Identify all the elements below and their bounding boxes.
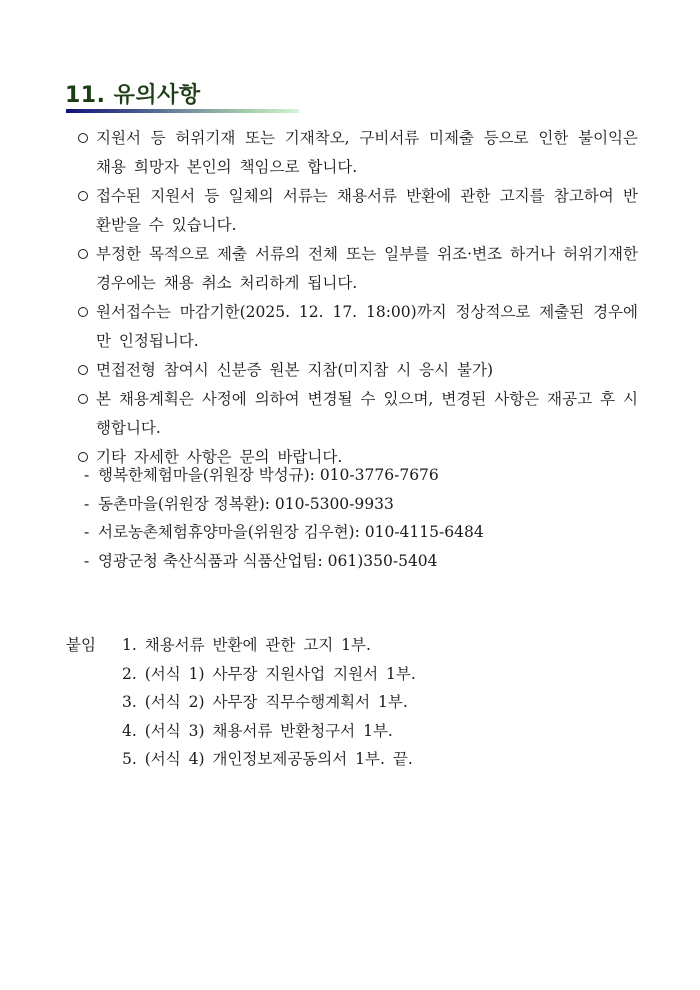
attachment-item: 4. (서식 3) 채용서류 반환청구서 1부. [122,721,393,740]
notice-text: 면접전형 참여시 신분증 원본 지참(미지참 시 응시 불가) [96,361,493,379]
attachment-item: 5. (서식 4) 개인정보제공동의서 1부. 끝. [122,750,413,768]
notice-text: 본 채용계획은 사정에 의하여 변경될 수 있으며, 변경된 사항은 재공고 후 시행합니다. [96,390,638,437]
notice-item [78,356,638,385]
contact-list [84,461,484,575]
contact-text: 동촌마을(위원장 정복환): 010-5300-9933 [98,494,394,513]
dash-marker: - [84,466,90,484]
section-title: 11. 유의사항 [65,83,201,108]
title-gradient-underline [66,109,299,113]
attachments-label: 붙임 [66,636,96,654]
attachment-item: 2. (서식 1) 사무장 지원사업 지원서 1부. [122,664,416,683]
contact-text: 영광군청 축산식품과 식품산업팀: 061)350-5404 [98,551,438,570]
notice-item [78,124,638,182]
notice-text: 부정한 목적으로 제출 서류의 전체 또는 일부를 위조·변조 하거나 허위기재한 경우에는 채용 취소 처리하게 됩니다. [96,245,638,292]
circle-bullet-icon [78,307,88,317]
circle-bullet-icon [78,191,88,201]
circle-bullet-icon [78,133,88,143]
notice-item [78,240,638,298]
contact-item [84,518,484,547]
contact-text: 행복한체험마을(위원장 박성규): 010-3776-7676 [98,466,439,484]
attachment-item: 1. 채용서류 반환에 관한 고지 1부. [122,636,371,654]
notice-text: 접수된 지원서 등 일체의 서류는 채용서류 반환에 관한 고지를 참고하여 반환받을 수 있습니다. [96,187,638,234]
notice-item [78,298,638,356]
notice-item [78,385,638,443]
circle-bullet-icon [78,365,88,375]
contact-text: 서로농촌체험휴양마을(위원장 김우현): 010-4115-6484 [98,523,484,541]
contact-item [84,490,484,519]
notice-text: 원서접수는 마감기한(2025. 12. 17. 18:00)까지 정상적으로 제출된 경우에만 인정됩니다. [96,303,638,350]
circle-bullet-icon [78,394,88,404]
attachment-item: 3. (서식 2) 사무장 직무수행계획서 1부. [122,693,408,711]
circle-bullet-icon [78,249,88,259]
notice-text: 지원서 등 허위기재 또는 기재착오, 구비서류 미제출 등으로 인한 불이익은 채용 희망자 본인의 책임으로 합니다. [96,129,638,176]
notice-list [78,124,638,472]
dash-marker: - [84,551,90,570]
contact-item [84,547,484,576]
notice-text: 기타 자세한 사항은 문의 바랍니다. [96,448,343,466]
dash-marker: - [84,523,90,541]
dash-marker: - [84,494,90,513]
contact-item [84,461,484,490]
notice-item [78,182,638,240]
attachment-list [122,631,416,774]
